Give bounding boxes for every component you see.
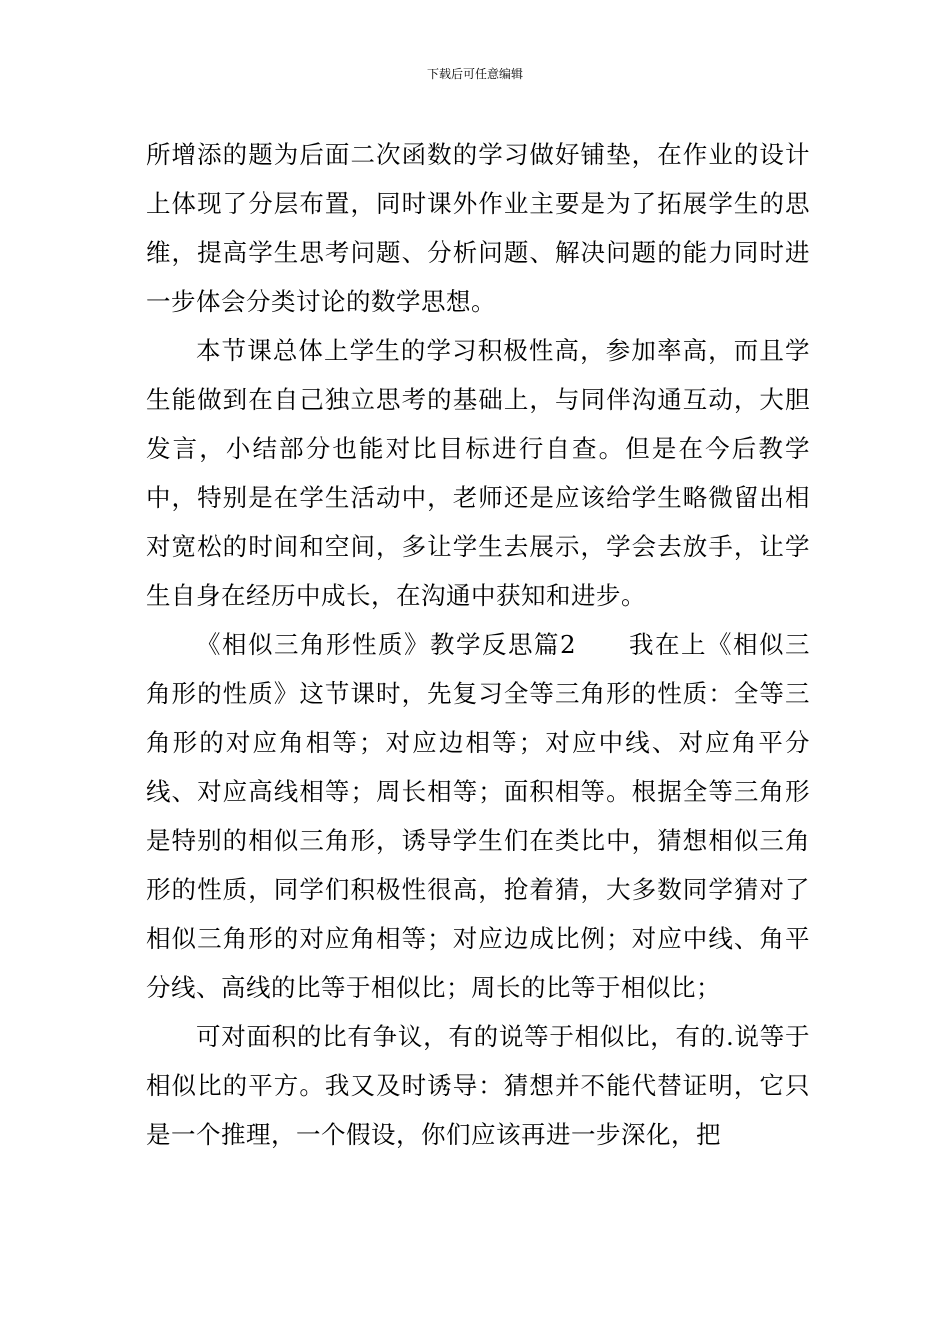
document-body (146, 130, 810, 1159)
paragraph-section-2: 《相似三角形性质》教学反思篇2 我在上《相似三角形的性质》这节课时，先复习全等三角形的性质：全等三角形的对应角相等；对应边相等；对应中线、对应角平分线、对应高线相等；周长相等；面积相等。根据全等三角形是特别的相似三角形，诱导学生们在类比中，猜想相似三角形的性质，同学们积极性很高，抢着猜，大多数同学猜对了相似三角形的对应角相等；对应边成比例；对应中线、角平分线、高线的比等于相似比；周长的比等于相似比； (146, 630, 810, 1002)
page-header: 下载后可任意编辑 (426, 67, 523, 81)
paragraph: 本节课总体上学生的学习积极性高，参加率高，而且学生能做到在自己独立思考的基础上，与同伴沟通互动，大胆发言，小结部分也能对比目标进行自查。但是在今后教学中，特别是在学生活动中，老师还是应该给学生略微留出相对宽松的时间和空间，多让学生去展示，学会去放手，让学生自身在经历中成长，在沟通中获知和进步。 (146, 336, 810, 610)
paragraph-continuation: 所增添的题为后面二次函数的学习做好铺垫，在作业的设计上体现了分层布置，同时课外作业主要是为了拓展学生的思维，提高学生思考问题、分析问题、解决问题的能力同时进一步体会分类讨论的数学思想。 (146, 140, 810, 316)
paragraph: 可对面积的比有争议，有的说等于相似比，有的.说等于相似比的平方。我又及时诱导：猜想并不能代替证明，它只是一个推理，一个假设，你们应该再进一步深化，把 (146, 1022, 810, 1149)
